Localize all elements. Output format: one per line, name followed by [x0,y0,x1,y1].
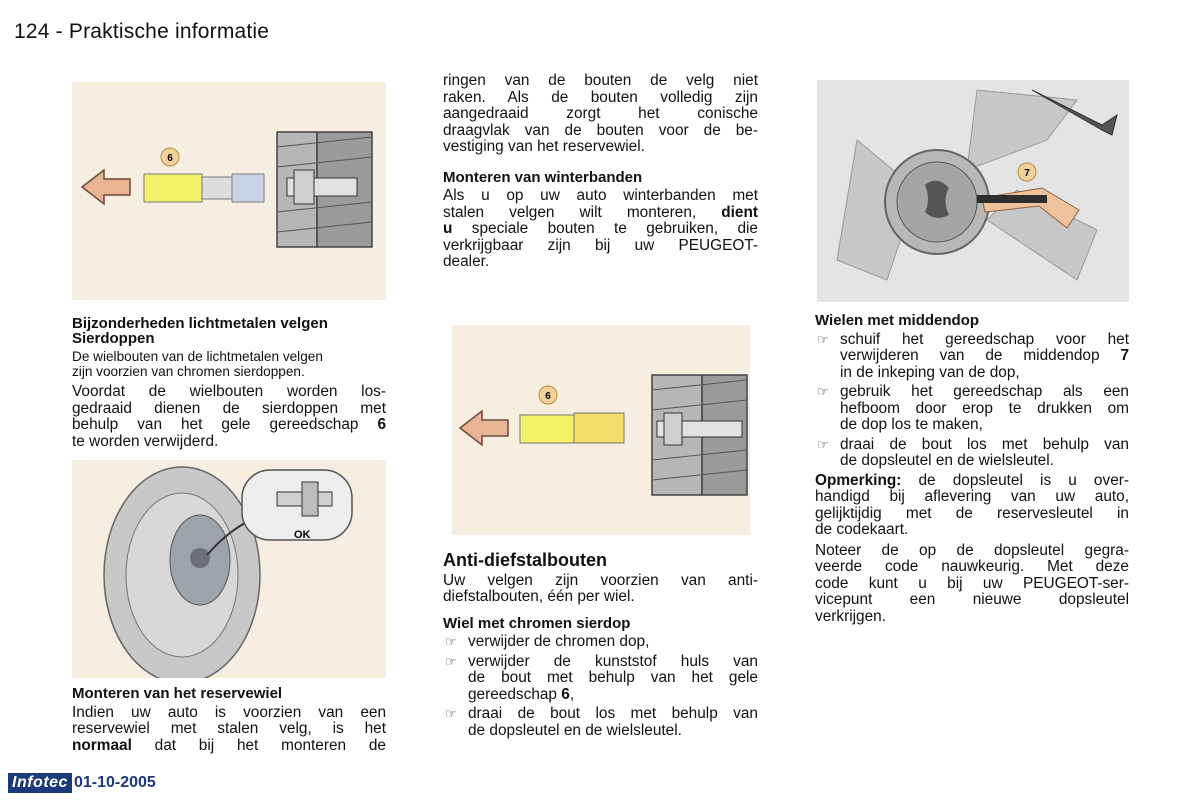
text-line [840,348,1129,365]
text-line: gebruik het gereedschap als een [840,383,1129,400]
page-number: 124 [14,20,50,43]
pointing-hand-icon: ☞ [817,384,829,399]
text-line: aangedraaid zorgt het conische [443,105,758,122]
header-separator: - [49,20,69,43]
column-2 [443,73,758,271]
text-line: in de inkeping van de dop, [840,363,1020,381]
pointing-hand-icon: ☞ [445,634,457,649]
text-line: gedraaid dienen de sierdoppen met [72,399,386,417]
note-paragraph [815,473,1129,539]
text-span: gereedschap [468,685,562,703]
figure-center-cap [817,80,1129,302]
text-span: dat bij het monteren de [131,736,386,754]
text-line: Noteer de op de dopsleutel gegra- [815,541,1129,559]
text-line: de dopsleutel en de wielsleutel. [468,721,682,739]
text-span: speciale bouten te gebruiken, die [452,220,758,237]
text-line: Als u op uw auto winterbanden met [443,187,758,204]
text-line: code kunt u bij uw PEUGEOT-ser- [815,574,1129,592]
text-line: schuif het gereedschap voor het [840,330,1129,348]
list-item [443,634,758,651]
text-line: de bout met behulp van het gele [468,669,758,686]
tool-number: 6 [377,416,386,433]
text-line: verwijder de kunststof huls van [468,652,758,670]
cap-removal-illustration [72,82,386,300]
text-line: hefboom door erop te drukken om [840,399,1129,417]
text-line: de dop los te maken, [840,416,983,433]
text-line: de codekaart. [815,521,909,538]
text-line: ringen van de bouten de velg niet [443,72,758,89]
bold-word: dient [721,203,758,221]
pointing-hand-icon: ☞ [817,436,829,452]
section-title-chrome-cap: Wiel met chromen sierdop [443,614,631,632]
list-item [443,706,758,739]
text-line: verwijder de chromen dop, [468,633,650,650]
list-item [815,384,1129,434]
text-line: draai de bout los met behulp van [468,705,758,722]
pointing-hand-icon: ☞ [817,331,829,347]
figure-spare-wheel [72,460,386,678]
list-item [815,332,1129,382]
text-line [815,473,1129,490]
text-span: de dopsleutel is u over- [901,471,1129,489]
text-span: behulp van het gele gereedschap [72,416,378,433]
bold-word: u [443,220,453,237]
ok-label: OK [294,529,311,541]
text-line [468,687,758,704]
page-header [14,20,269,44]
figure-cap-removal [72,82,386,300]
footer-date: 01-10-2005 [73,774,156,791]
text-line: verkrijgbaar zijn bij uw PEUGEOT- [443,236,758,254]
code-note-paragraph [815,543,1129,626]
hubcap-removal-text [72,384,386,450]
section-title-spare-wheel: Monteren van het reservewiel [72,685,283,702]
text-line: Indien uw auto is voorzien van een [72,703,386,721]
section-title-alloy-wheels: Bijzonderheden lichtmetalen velgen [72,315,328,332]
section-title-center-cap: Wielen met middendop [815,312,980,329]
text-line: draagvlak van de bouten voor de be- [443,121,758,139]
infotec-logo: Infotec [8,773,72,793]
text-line: diefstalbouten, één per wiel. [443,588,635,605]
spare-wheel-illustration [72,460,386,678]
page-footer [8,772,156,794]
column-2-bottom [443,552,758,742]
text-line: de dopsleutel en de wielsleutel. [840,452,1054,469]
text-span: stalen velgen wilt monteren, [443,203,722,221]
text-line: veerde code nauwkeurig. Met deze [815,558,1129,575]
tool-callout-7: 7 [1024,168,1030,179]
text-line: vicepunt een nieuwe dopsleutel [815,591,1129,608]
column-1 [72,316,386,450]
bold-word: normaal [72,736,132,754]
text-line [443,221,758,238]
text-line: raken. Als de bouten volledig zijn [443,88,758,106]
tool-callout-6: 6 [545,391,551,402]
column-1-bottom [72,686,386,754]
page-title: Praktische informatie [68,20,270,43]
text-line: reservewiel met stalen velg, is het [72,720,386,737]
tool-callout-6: 6 [167,153,173,164]
pointing-hand-icon: ☞ [445,653,457,669]
text-span: verwijderen van de middendop [840,347,1121,364]
section-title-winter-tyres: Monteren van winterbanden [443,168,643,186]
tool-number: 6 [561,685,570,703]
text-line: Uw velgen zijn voorzien van anti- [443,571,758,589]
text-line: handigd bij aflevering van uw auto, [815,488,1129,505]
hubcap-intro-line-2: zijn voorzien van chromen sierdoppen. [72,364,305,379]
list-item [443,654,758,704]
text-line: verkrijgen. [815,607,886,625]
text-line [443,205,758,222]
column-3 [815,313,1129,625]
list-item [815,437,1129,470]
hubcap-intro-line-1: De wielbouten van de lichtmetalen velgen [72,349,323,364]
text-line: draai de bout los met behulp van [840,435,1129,453]
anti-theft-tool-illustration [452,325,750,535]
note-label: Opmerking: [815,471,902,489]
continued-text [443,73,758,156]
text-line: gelijktijdig met de reservesleutel in [815,504,1129,522]
text-line: dealer. [443,253,490,270]
text-line: Voordat de wielbouten worden los- [72,383,386,400]
hubcap-intro [72,349,386,379]
figure-anti-theft-tool [452,325,750,535]
subtitle-hubcaps: Sierdoppen [72,329,155,347]
tool-number: 7 [1120,347,1129,364]
section-title-anti-theft: Anti-diefstalbouten [443,550,607,570]
text-line [72,417,386,434]
text-span: , [569,685,575,703]
center-cap-illustration [817,80,1129,302]
winter-text [443,188,758,271]
text-line: te worden verwijderd. [72,432,219,450]
text-line [72,738,386,755]
pointing-hand-icon: ☞ [445,706,457,721]
text-line: vestiging van het reservewiel. [443,138,645,155]
